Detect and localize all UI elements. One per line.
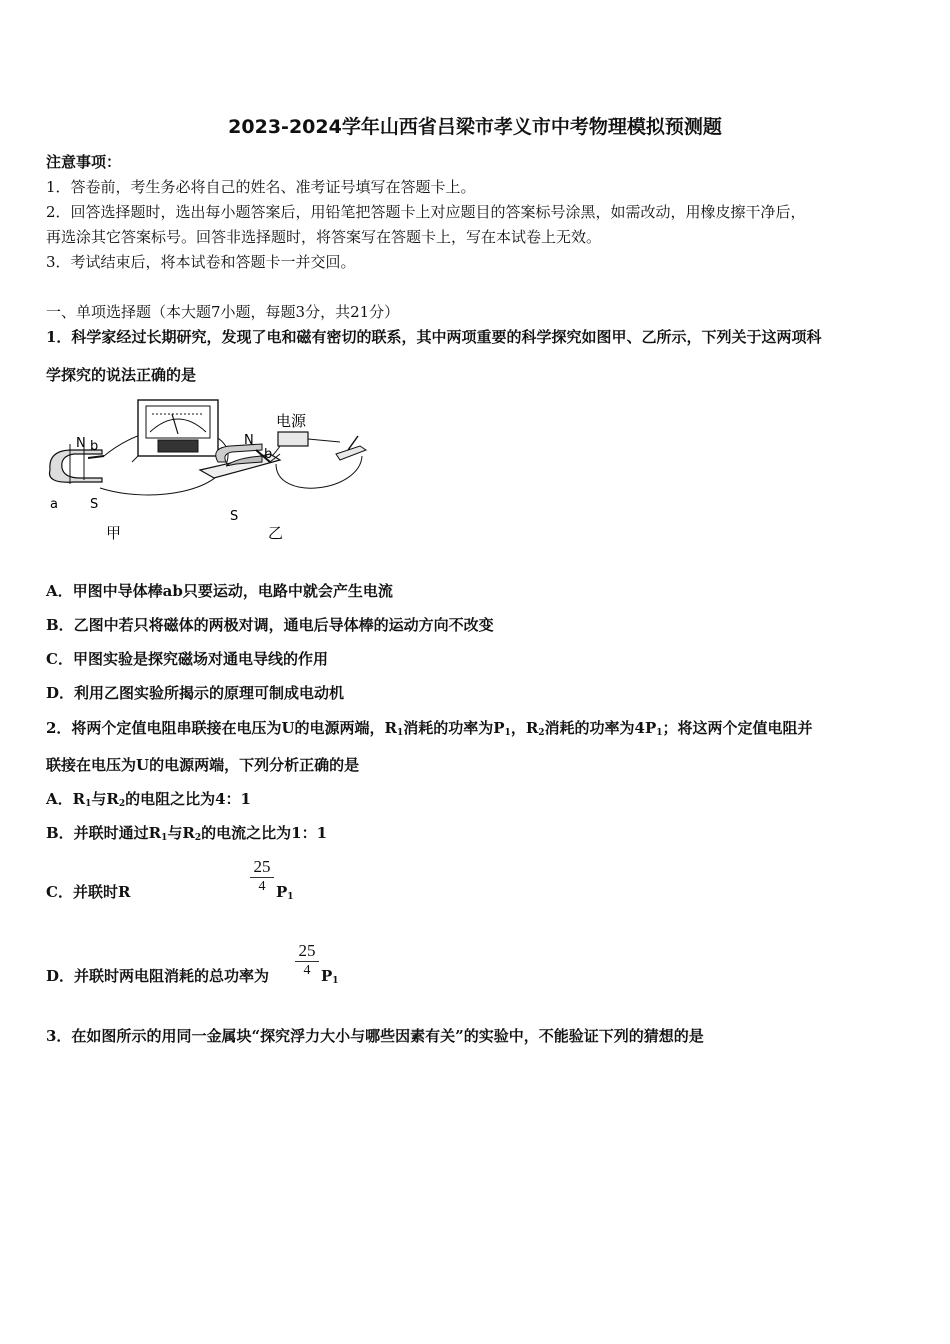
option-b: B．乙图中若只将磁体的两极对调，通电后导体棒的运动方向不改变 xyxy=(46,616,494,634)
section-heading: 一、单项选择题（本大题7小题，每题3分，共21分） xyxy=(46,303,400,321)
notice-item: 3．考试结束后，将本试卷和答题卡一并交回。 xyxy=(46,253,356,271)
label-s: S xyxy=(90,497,99,512)
label-s: S xyxy=(230,509,239,524)
option-c-unit: $P_1$ xyxy=(276,883,294,902)
label-b: b xyxy=(90,439,99,454)
option-a: A．甲图中导体棒ab只要运动，电路中就会产生电流 xyxy=(46,582,393,600)
option-a: A．$R_1$与$R_2$的电阻之比为4：1 xyxy=(46,790,251,809)
label-a: a xyxy=(50,497,58,512)
fraction: 25 4 xyxy=(250,857,274,896)
fraction: 25 4 xyxy=(295,941,319,980)
notice-item: 2．回答选择题时，选出每小题答案后，用铅笔把答题卡上对应题目的答案标号涂黑，如需改动，用橡皮擦干净后， xyxy=(46,203,806,221)
label-b: b xyxy=(264,447,273,462)
question-3-stem: 3．在如图所示的用同一金属块“探究浮力大小与哪些因素有关”的实验中，不能验证下列的猜想的是 xyxy=(46,1027,704,1045)
figure-caption-yi: 乙 xyxy=(268,524,284,542)
label-n: N xyxy=(76,436,86,451)
notice-heading: 注意事项： xyxy=(46,153,122,171)
figure-caption-jia: 甲 xyxy=(106,524,122,542)
option-d: D．并联时两电阻消耗的总功率为 xyxy=(46,967,270,985)
label-n: N xyxy=(244,433,254,448)
option-d-unit: $P_1$ xyxy=(321,967,339,986)
option-c: C．甲图实验是探究磁场对通电导线的作用 xyxy=(46,650,328,668)
experiment-figure xyxy=(40,392,380,547)
question-1-stem: 学探究的说法正确的是 xyxy=(46,366,197,384)
notice-item: 1．答卷前，考生务必将自己的姓名、准考证号填写在答题卡上。 xyxy=(46,178,476,196)
option-b: B．并联时通过$R_1$与$R_2$的电流之比为1：1 xyxy=(46,824,328,843)
label-power-source: 电源 xyxy=(276,412,307,430)
figure-right-setup xyxy=(200,412,366,542)
question-1-stem: 1．科学家经过长期研究，发现了电和磁有密切的联系，其中两项重要的科学探究如图甲、乙所示，下列关于这两项科 xyxy=(46,328,822,346)
notice-item: 再选涂其它答案标号。回答非选择题时，将答案写在答题卡上，写在本试卷上无效。 xyxy=(46,228,602,246)
option-c: C．并联时R xyxy=(46,883,131,901)
page-title: 2023-2024学年山西省吕梁市孝义市中考物理模拟预测题 xyxy=(228,116,722,138)
option-d: D．利用乙图实验所揭示的原理可制成电动机 xyxy=(46,684,345,702)
question-2-stem: 2．将两个定值电阻串联接在电压为U的电源两端，$R_1$消耗的功率为$P_1$，$R_2$消耗的功率为$4P_1$；将这两个定值电阻并 xyxy=(46,719,813,738)
question-2-stem: 联接在电压为U的电源两端，下列分析正确的是 xyxy=(46,756,360,774)
